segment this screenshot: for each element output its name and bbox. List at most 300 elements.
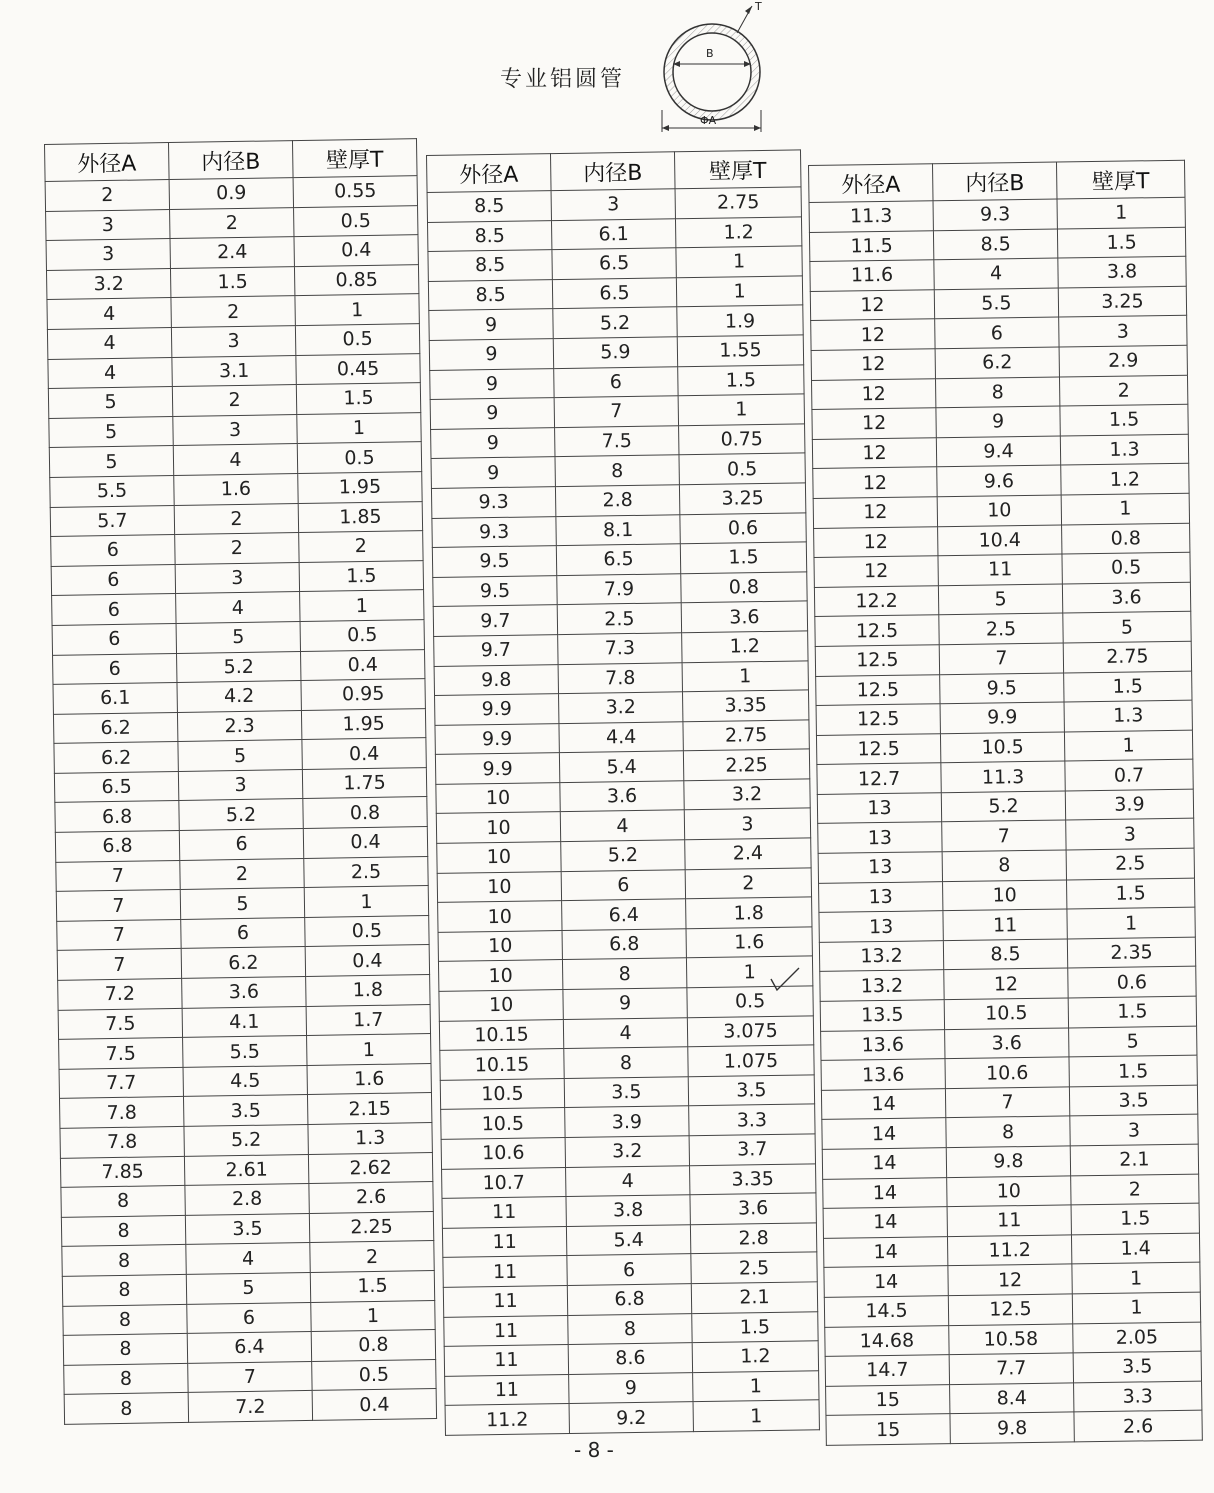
cell-wall-thickness: 1.2 — [1061, 464, 1189, 495]
cell-wall-thickness: 1.5 — [1068, 996, 1196, 1027]
cell-outer-diameter: 11.6 — [810, 260, 934, 291]
cell-wall-thickness: 3.5 — [1069, 1085, 1197, 1116]
cell-outer-diameter: 9.3 — [432, 516, 556, 547]
cell-wall-thickness: 2.1 — [1070, 1144, 1198, 1175]
cell-outer-diameter: 4 — [47, 298, 171, 330]
cell-inner-diameter: 7 — [942, 820, 1066, 851]
cell-outer-diameter: 10 — [437, 871, 561, 902]
cell-outer-diameter: 8.5 — [427, 220, 551, 251]
cell-outer-diameter: 12 — [811, 319, 935, 350]
cell-inner-diameter: 8 — [564, 1047, 688, 1078]
cell-wall-thickness: 0.6 — [680, 512, 806, 543]
cell-wall-thickness: 1 — [693, 1400, 819, 1431]
cell-inner-diameter: 11.2 — [947, 1235, 1071, 1266]
header-wall-thickness: 壁厚T — [1056, 160, 1185, 199]
cell-outer-diameter: 14 — [824, 1266, 948, 1297]
cell-outer-diameter: 10.6 — [441, 1138, 565, 1169]
cell-outer-diameter: 9 — [431, 427, 555, 458]
cell-inner-diameter: 7.2 — [188, 1391, 312, 1423]
cell-wall-thickness: 0.7 — [1065, 759, 1193, 790]
cell-outer-diameter: 8 — [61, 1186, 185, 1218]
cell-wall-thickness: 1 — [686, 956, 812, 987]
cell-outer-diameter: 10.15 — [439, 1019, 563, 1050]
cell-wall-thickness: 1.8 — [686, 897, 812, 928]
cell-inner-diameter: 9.6 — [937, 465, 1061, 496]
cell-outer-diameter: 9.5 — [432, 546, 556, 577]
cell-outer-diameter: 6 — [53, 653, 177, 685]
cell-inner-diameter: 6.4 — [187, 1332, 311, 1364]
cell-inner-diameter: 6.2 — [935, 347, 1059, 378]
cell-outer-diameter: 6.8 — [55, 831, 179, 863]
cell-outer-diameter: 10.5 — [441, 1108, 565, 1139]
cell-outer-diameter: 5 — [48, 387, 172, 419]
cell-inner-diameter: 9.5 — [940, 672, 1064, 703]
inner-diameter-label: B — [706, 47, 714, 60]
cell-wall-thickness: 1.3 — [1064, 700, 1192, 731]
cell-wall-thickness: 0.4 — [300, 649, 424, 681]
cell-inner-diameter: 3.1 — [172, 355, 296, 387]
cell-inner-diameter: 7.3 — [558, 633, 682, 664]
table-row — [826, 1410, 1202, 1445]
cell-outer-diameter: 7 — [56, 860, 180, 892]
cell-outer-diameter: 12 — [813, 497, 937, 528]
table-row — [64, 1389, 436, 1424]
cell-outer-diameter: 11 — [444, 1345, 568, 1376]
cell-wall-thickness: 2 — [685, 868, 811, 899]
cell-wall-thickness: 0.8 — [681, 572, 807, 603]
cell-wall-thickness: 2.1 — [691, 1282, 817, 1313]
cell-wall-thickness: 1.5 — [310, 1270, 434, 1302]
cell-wall-thickness: 1.4 — [1071, 1233, 1199, 1264]
cell-outer-diameter: 10 — [436, 782, 560, 813]
cell-inner-diameter: 2.4 — [170, 237, 294, 269]
cell-outer-diameter: 6 — [52, 594, 176, 626]
cell-outer-diameter: 5 — [49, 416, 173, 448]
cell-outer-diameter: 12.2 — [814, 585, 938, 616]
cell-inner-diameter: 3.9 — [565, 1106, 689, 1137]
cell-outer-diameter: 12 — [810, 290, 934, 321]
cell-wall-thickness: 1 — [682, 660, 808, 691]
cell-outer-diameter: 9.7 — [434, 635, 558, 666]
cell-inner-diameter: 7.7 — [949, 1353, 1073, 1384]
cell-wall-thickness: 3.3 — [1074, 1381, 1202, 1412]
cell-wall-thickness: 1.6 — [307, 1063, 431, 1095]
cell-inner-diameter: 7.8 — [558, 662, 682, 693]
cell-outer-diameter: 12 — [814, 556, 938, 587]
cell-outer-diameter: 13 — [818, 852, 942, 883]
cell-wall-thickness: 0.5 — [312, 1359, 436, 1391]
cell-outer-diameter: 12.5 — [816, 704, 940, 735]
cell-inner-diameter: 10.6 — [945, 1057, 1069, 1088]
cell-inner-diameter: 9 — [569, 1372, 693, 1403]
cell-outer-diameter: 7 — [57, 919, 181, 951]
cell-outer-diameter: 6 — [51, 535, 175, 567]
cell-wall-thickness: 2 — [1071, 1174, 1199, 1205]
cell-outer-diameter: 10.7 — [442, 1167, 566, 1198]
cell-outer-diameter: 11.5 — [809, 230, 933, 261]
cell-outer-diameter: 11 — [443, 1285, 567, 1316]
cell-wall-thickness: 1 — [1067, 907, 1195, 938]
cell-wall-thickness: 0.5 — [1062, 552, 1190, 583]
cell-outer-diameter: 12 — [812, 378, 936, 409]
cell-inner-diameter: 4 — [176, 592, 300, 624]
cell-outer-diameter: 7.8 — [60, 1126, 184, 1158]
cell-wall-thickness: 1.5 — [1069, 1055, 1197, 1086]
cell-outer-diameter: 6 — [52, 623, 176, 655]
cell-wall-thickness: 3.35 — [682, 690, 808, 721]
cell-outer-diameter: 10 — [436, 812, 560, 843]
cell-outer-diameter: 14 — [823, 1177, 947, 1208]
cell-outer-diameter: 9.9 — [435, 723, 559, 754]
cell-wall-thickness: 0.5 — [294, 205, 418, 237]
cell-inner-diameter: 8 — [555, 455, 679, 486]
cell-inner-diameter: 7 — [188, 1361, 312, 1393]
cell-inner-diameter: 12 — [944, 968, 1068, 999]
cell-inner-diameter: 4.5 — [183, 1065, 307, 1097]
cell-inner-diameter: 2 — [171, 296, 295, 328]
cell-outer-diameter: 8 — [64, 1363, 188, 1395]
cell-wall-thickness: 1.8 — [306, 975, 430, 1007]
cell-inner-diameter: 2.61 — [184, 1154, 308, 1186]
cell-outer-diameter: 6.8 — [55, 801, 179, 833]
cell-outer-diameter: 13 — [817, 793, 941, 824]
cell-wall-thickness: 1.5 — [1057, 227, 1185, 258]
cell-outer-diameter: 3.2 — [46, 268, 170, 300]
cell-inner-diameter: 3.6 — [945, 1028, 1069, 1059]
cell-inner-diameter: 10.4 — [938, 525, 1062, 556]
cell-outer-diameter: 4 — [47, 327, 171, 359]
cell-wall-thickness: 1 — [1064, 730, 1192, 761]
cell-outer-diameter: 12 — [813, 467, 937, 498]
cell-outer-diameter: 11 — [444, 1315, 568, 1346]
cell-inner-diameter: 11 — [943, 909, 1067, 940]
cell-inner-diameter: 11 — [938, 554, 1062, 585]
cell-wall-thickness: 0.5 — [305, 915, 429, 947]
cell-inner-diameter: 6 — [567, 1254, 691, 1285]
cell-inner-diameter: 3.2 — [565, 1136, 689, 1167]
cell-outer-diameter: 7.7 — [59, 1067, 183, 1099]
cell-inner-diameter: 3.2 — [559, 692, 683, 723]
cell-wall-thickness: 1 — [297, 412, 421, 444]
cell-outer-diameter: 3 — [46, 209, 170, 241]
page-title: 专业铝圆管 — [500, 67, 626, 92]
cell-outer-diameter: 14 — [822, 1148, 946, 1179]
cell-wall-thickness: 2 — [310, 1241, 434, 1273]
thickness-label: T — [755, 0, 762, 13]
cell-wall-thickness: 2.5 — [1066, 848, 1194, 879]
header-inner-diameter: 内径B — [932, 162, 1057, 201]
cell-wall-thickness: 0.5 — [295, 324, 419, 356]
cell-inner-diameter: 5.4 — [566, 1224, 690, 1255]
cell-wall-thickness: 2.05 — [1073, 1322, 1201, 1353]
cell-wall-thickness: 1.5 — [1067, 878, 1195, 909]
cell-outer-diameter: 9 — [431, 457, 555, 488]
cell-inner-diameter: 4 — [173, 444, 297, 476]
table-header-row — [45, 139, 418, 182]
cell-inner-diameter: 3 — [171, 326, 295, 358]
header-wall-thickness: 壁厚T — [674, 150, 801, 189]
cell-wall-thickness: 1.95 — [298, 472, 422, 504]
cell-wall-thickness: 3.8 — [1058, 256, 1186, 287]
cell-inner-diameter: 2 — [175, 533, 299, 565]
cell-wall-thickness: 0.4 — [294, 235, 418, 267]
cell-outer-diameter: 11.3 — [809, 201, 933, 232]
cell-outer-diameter: 13.2 — [820, 970, 944, 1001]
cell-outer-diameter: 6.5 — [54, 771, 178, 803]
cell-wall-thickness: 1.3 — [308, 1123, 432, 1155]
cell-inner-diameter: 9 — [936, 406, 1060, 437]
cell-inner-diameter: 7 — [939, 643, 1063, 674]
cell-wall-thickness: 1.55 — [677, 335, 803, 366]
cell-inner-diameter: 2.5 — [557, 603, 681, 634]
cell-wall-thickness: 1.2 — [682, 631, 808, 662]
cell-wall-thickness: 1.95 — [301, 708, 425, 740]
spec-table-3 — [808, 160, 1203, 1446]
cell-inner-diameter: 5 — [178, 740, 302, 772]
cell-outer-diameter: 10.15 — [440, 1049, 564, 1080]
cell-outer-diameter: 8 — [64, 1393, 188, 1425]
cell-outer-diameter: 7 — [56, 890, 180, 922]
cell-inner-diameter: 1.6 — [174, 473, 298, 505]
cell-outer-diameter: 9.5 — [433, 575, 557, 606]
cell-outer-diameter: 12 — [814, 526, 938, 557]
cell-wall-thickness: 2.6 — [309, 1182, 433, 1214]
cell-outer-diameter: 5.7 — [50, 505, 174, 537]
cell-inner-diameter: 5.5 — [934, 288, 1058, 319]
cell-inner-diameter: 8.6 — [568, 1343, 692, 1374]
cell-inner-diameter: 5.9 — [553, 337, 677, 368]
cell-outer-diameter: 8.5 — [428, 279, 552, 310]
cell-wall-thickness: 1 — [1072, 1292, 1200, 1323]
cell-inner-diameter: 2.8 — [185, 1184, 309, 1216]
header-inner-diameter: 内径B — [550, 152, 675, 191]
tube-inner-bore — [673, 33, 751, 111]
cell-inner-diameter: 5 — [180, 888, 304, 920]
cell-inner-diameter: 7 — [554, 396, 678, 427]
cell-outer-diameter: 6.2 — [54, 742, 178, 774]
cell-wall-thickness: 1 — [676, 276, 802, 307]
header-outer-diameter: 外径A — [809, 164, 934, 203]
cell-inner-diameter: 8.1 — [556, 514, 680, 545]
cell-inner-diameter: 5 — [938, 584, 1062, 615]
cell-outer-diameter: 10 — [438, 930, 562, 961]
cell-outer-diameter: 9.9 — [435, 753, 559, 784]
cell-inner-diameter: 5.4 — [559, 751, 683, 782]
cell-inner-diameter: 8.5 — [943, 939, 1067, 970]
cell-inner-diameter: 3.5 — [185, 1213, 309, 1245]
cell-wall-thickness: 1 — [678, 394, 804, 425]
cell-outer-diameter: 8 — [63, 1334, 187, 1366]
cell-outer-diameter: 5.5 — [50, 475, 174, 507]
table-header-row — [809, 160, 1185, 202]
cell-wall-thickness: 3.6 — [1062, 582, 1190, 613]
cell-wall-thickness: 1.9 — [677, 305, 803, 336]
cell-outer-diameter: 8 — [62, 1274, 186, 1306]
table-header-row — [427, 150, 802, 193]
cell-inner-diameter: 2.3 — [177, 710, 301, 742]
cell-wall-thickness: 2.6 — [1074, 1410, 1202, 1441]
cell-wall-thickness: 0.4 — [312, 1389, 436, 1421]
cell-wall-thickness: 2.15 — [307, 1093, 431, 1125]
cell-outer-diameter: 9.7 — [433, 605, 557, 636]
cell-wall-thickness: 0.4 — [302, 738, 426, 770]
cell-outer-diameter: 13.5 — [820, 1000, 944, 1031]
cell-inner-diameter: 10 — [937, 495, 1061, 526]
cell-outer-diameter: 7.2 — [58, 978, 182, 1010]
cell-inner-diameter: 6.5 — [556, 544, 680, 575]
cell-wall-thickness: 2.25 — [683, 749, 809, 780]
cell-outer-diameter: 12 — [812, 437, 936, 468]
cell-inner-diameter: 9 — [563, 988, 687, 1019]
cell-inner-diameter: 6.4 — [562, 899, 686, 930]
cell-outer-diameter: 6 — [51, 564, 175, 596]
cell-outer-diameter: 14 — [823, 1207, 947, 1238]
cell-outer-diameter: 11 — [442, 1226, 566, 1257]
cell-wall-thickness: 1.7 — [306, 1004, 430, 1036]
cell-wall-thickness: 2.8 — [690, 1223, 816, 1254]
cell-outer-diameter: 13 — [819, 881, 943, 912]
cell-wall-thickness: 1 — [1072, 1263, 1200, 1294]
cell-outer-diameter: 13.2 — [819, 941, 943, 972]
cell-inner-diameter: 10.5 — [940, 732, 1064, 763]
cell-wall-thickness: 2 — [1059, 375, 1187, 406]
cell-wall-thickness: 0.5 — [297, 442, 421, 474]
cell-outer-diameter: 13 — [818, 822, 942, 853]
cell-inner-diameter: 8 — [562, 958, 686, 989]
cell-outer-diameter: 10 — [438, 901, 562, 932]
cell-wall-thickness: 3.25 — [1058, 286, 1186, 317]
cell-inner-diameter: 4.1 — [182, 1006, 306, 1038]
cell-wall-thickness: 0.85 — [294, 264, 418, 296]
cell-inner-diameter: 8.4 — [950, 1383, 1074, 1414]
cell-outer-diameter: 10 — [438, 960, 562, 991]
cell-wall-thickness: 1.075 — [688, 1045, 814, 1076]
cell-wall-thickness: 3 — [1070, 1115, 1198, 1146]
cell-wall-thickness: 3.5 — [1073, 1351, 1201, 1382]
cell-inner-diameter: 4 — [560, 810, 684, 841]
cell-outer-diameter: 7.85 — [60, 1156, 184, 1188]
cell-wall-thickness: 2.75 — [683, 720, 809, 751]
cell-inner-diameter: 9.9 — [940, 702, 1064, 733]
cell-inner-diameter: 3.6 — [182, 977, 306, 1009]
cell-inner-diameter: 3 — [173, 414, 297, 446]
cell-outer-diameter: 14.68 — [825, 1325, 949, 1356]
cell-inner-diameter: 6.2 — [181, 947, 305, 979]
cell-outer-diameter: 9.3 — [431, 487, 555, 518]
cell-outer-diameter: 9 — [429, 339, 553, 370]
cell-outer-diameter: 11 — [445, 1374, 569, 1405]
cell-wall-thickness: 1 — [693, 1371, 819, 1402]
cell-wall-thickness: 0.8 — [311, 1330, 435, 1362]
cell-wall-thickness: 2.35 — [1067, 937, 1195, 968]
cell-wall-thickness: 0.6 — [1068, 967, 1196, 998]
cell-inner-diameter: 5.2 — [561, 840, 685, 871]
cell-inner-diameter: 6.1 — [551, 218, 675, 249]
cell-outer-diameter: 6.2 — [53, 712, 177, 744]
cell-inner-diameter: 5.2 — [941, 791, 1065, 822]
cell-outer-diameter: 4 — [48, 357, 172, 389]
cell-inner-diameter: 6 — [181, 917, 305, 949]
cell-wall-thickness: 2.25 — [309, 1211, 433, 1243]
cell-outer-diameter: 11.2 — [445, 1404, 569, 1435]
cell-outer-diameter: 2 — [45, 180, 169, 212]
cell-outer-diameter: 11 — [442, 1197, 566, 1228]
cell-wall-thickness: 0.95 — [301, 679, 425, 711]
cell-outer-diameter: 9 — [430, 368, 554, 399]
cell-outer-diameter: 7 — [57, 949, 181, 981]
cell-inner-diameter: 2 — [180, 858, 304, 890]
cell-wall-thickness: 1.5 — [299, 560, 423, 592]
cell-inner-diameter: 5.2 — [184, 1124, 308, 1156]
cell-inner-diameter: 8 — [942, 850, 1066, 881]
cell-inner-diameter: 9.2 — [569, 1402, 693, 1433]
cell-wall-thickness: 3 — [1059, 316, 1187, 347]
cell-inner-diameter: 8 — [946, 1116, 1070, 1147]
cell-outer-diameter: 8.5 — [428, 250, 552, 281]
cell-wall-thickness: 0.5 — [687, 986, 813, 1017]
spec-table-1 — [44, 138, 437, 1425]
cell-outer-diameter: 9 — [430, 398, 554, 429]
cell-outer-diameter: 9.9 — [435, 694, 559, 725]
cell-wall-thickness: 0.4 — [305, 945, 429, 977]
cell-inner-diameter: 5.2 — [553, 307, 677, 338]
cell-wall-thickness: 1.75 — [302, 767, 426, 799]
cell-wall-thickness: 3.9 — [1065, 789, 1193, 820]
cell-outer-diameter: 6.1 — [53, 683, 177, 715]
cell-inner-diameter: 4 — [566, 1165, 690, 1196]
cell-wall-thickness: 1.2 — [692, 1341, 818, 1372]
cell-inner-diameter: 11.3 — [941, 761, 1065, 792]
cell-outer-diameter: 9.8 — [434, 664, 558, 695]
cell-wall-thickness: 1 — [304, 886, 428, 918]
cell-inner-diameter: 9.3 — [933, 199, 1057, 230]
cell-wall-thickness: 2 — [299, 531, 423, 563]
cell-inner-diameter: 2 — [170, 207, 294, 239]
cell-inner-diameter: 9.8 — [950, 1412, 1074, 1443]
cell-outer-diameter: 13 — [819, 911, 943, 942]
cell-inner-diameter: 6 — [554, 366, 678, 397]
cell-wall-thickness: 0.5 — [300, 619, 424, 651]
cell-inner-diameter: 4 — [563, 1017, 687, 1048]
cell-outer-diameter: 12 — [812, 408, 936, 439]
cell-wall-thickness: 0.4 — [303, 827, 427, 859]
outer-diameter-label: ΦA — [700, 114, 717, 127]
cell-outer-diameter: 15 — [826, 1384, 950, 1415]
cell-inner-diameter: 6.5 — [552, 248, 676, 279]
cell-outer-diameter: 3 — [46, 239, 170, 271]
cell-outer-diameter: 11 — [443, 1256, 567, 1287]
cell-wall-thickness: 0.8 — [1062, 523, 1190, 554]
cell-wall-thickness: 2.5 — [691, 1252, 817, 1283]
cell-wall-thickness: 1.5 — [1060, 404, 1188, 435]
table-row — [445, 1400, 819, 1435]
cell-wall-thickness: 3.3 — [689, 1104, 815, 1135]
cell-inner-diameter: 3.5 — [564, 1077, 688, 1108]
cell-outer-diameter: 12.5 — [815, 615, 939, 646]
cell-inner-diameter: 7.9 — [557, 573, 681, 604]
cell-wall-thickness: 1 — [1057, 197, 1185, 228]
header-inner-diameter: 内径B — [168, 141, 293, 180]
cell-wall-thickness: 3.2 — [684, 779, 810, 810]
cell-wall-thickness: 3.35 — [690, 1163, 816, 1194]
cell-wall-thickness: 1.5 — [680, 542, 806, 573]
cell-outer-diameter: 7.8 — [59, 1097, 183, 1129]
header-outer-diameter: 外径A — [45, 143, 170, 182]
cell-inner-diameter: 2.5 — [939, 613, 1063, 644]
cell-inner-diameter: 6 — [187, 1302, 311, 1334]
page-number: - 8 - — [574, 1438, 614, 1462]
cell-outer-diameter: 12.5 — [816, 674, 940, 705]
